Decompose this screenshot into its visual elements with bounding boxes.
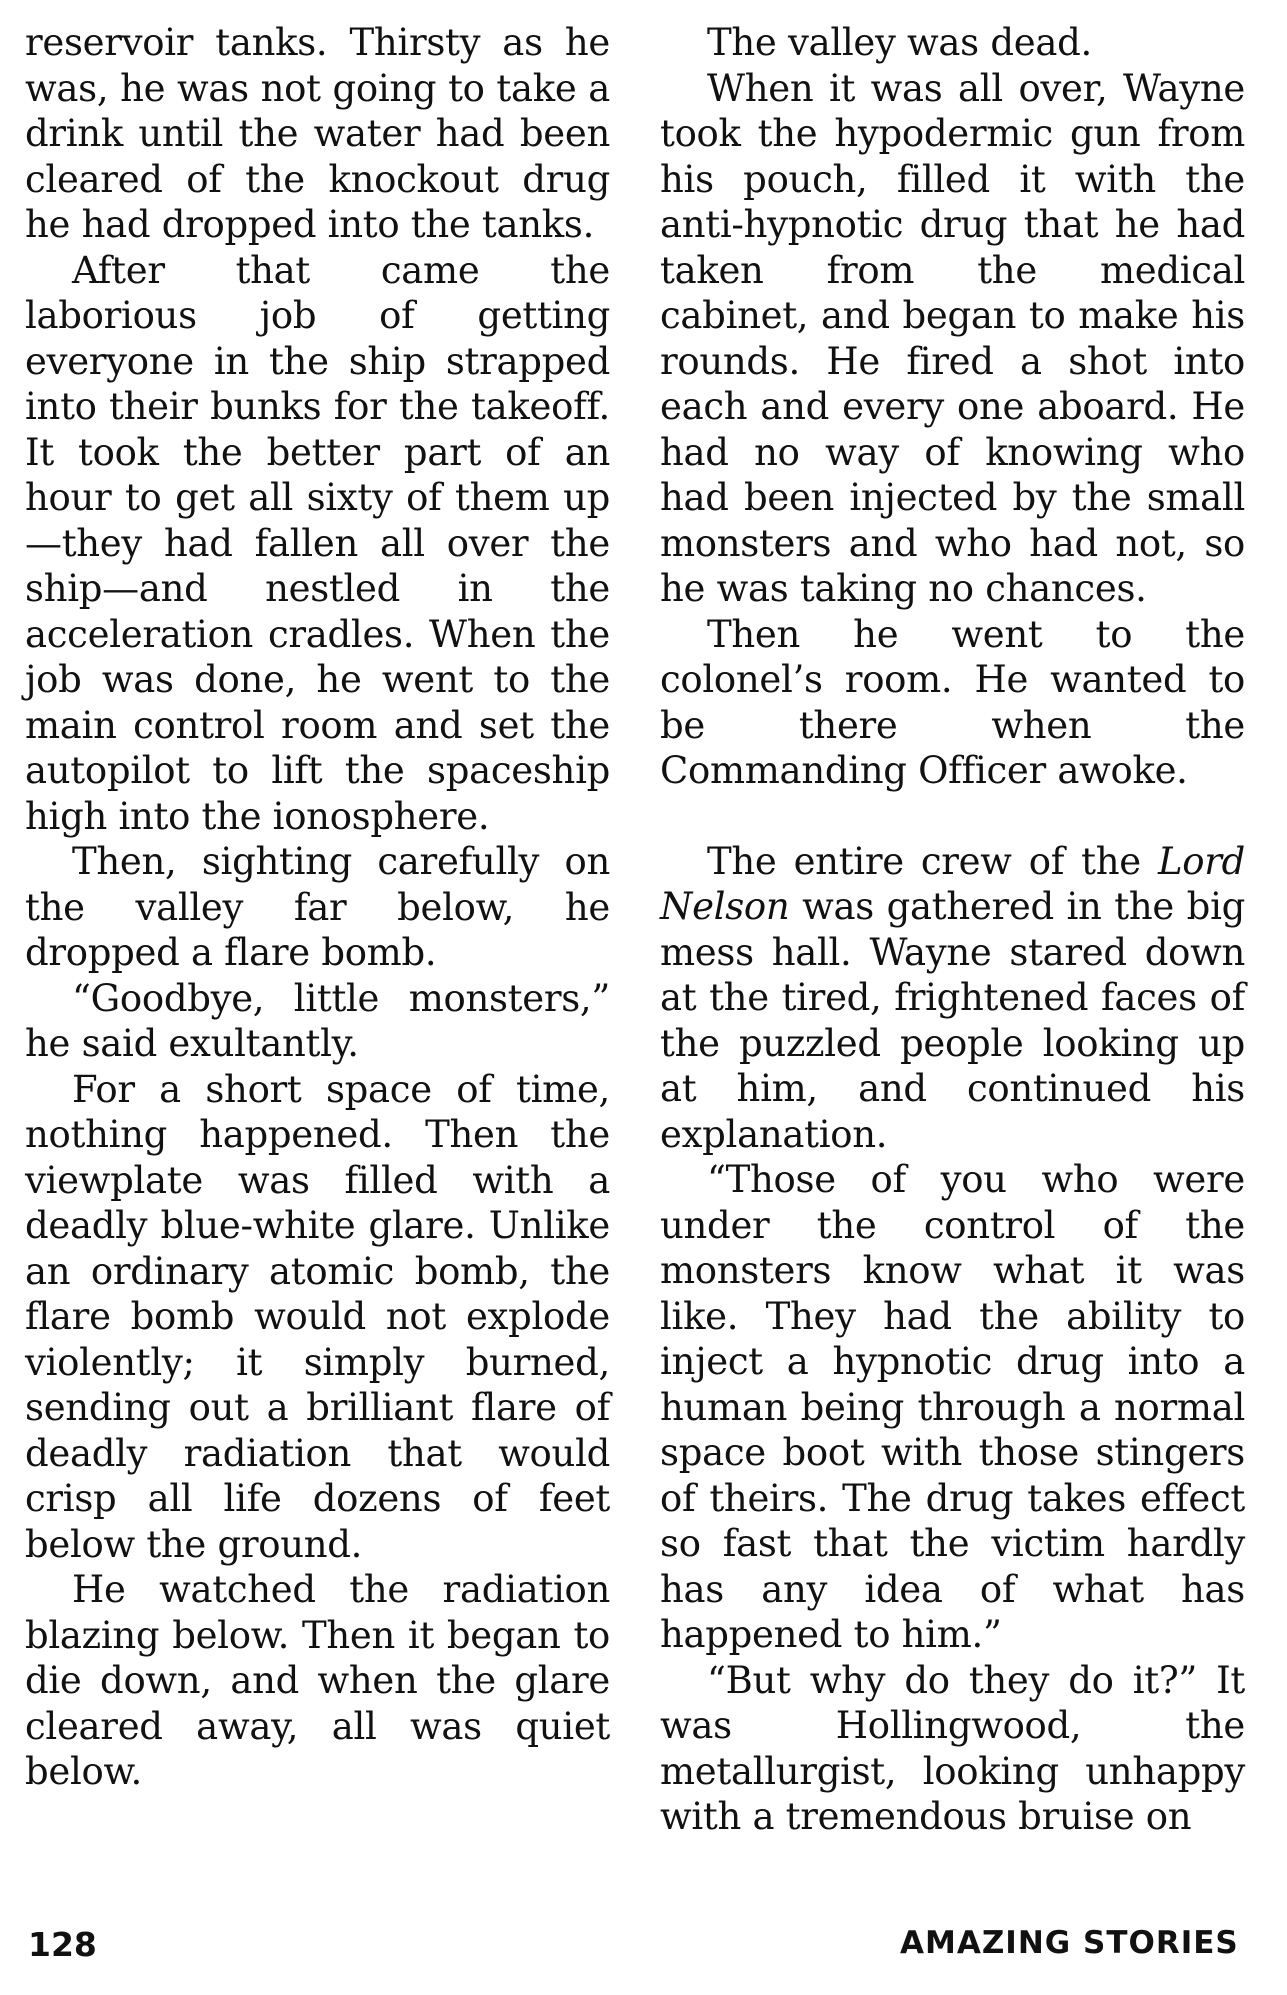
paragraph: “Goodbye, little monsters,” he said exultantly. <box>25 976 610 1065</box>
paragraph: He watched the radiation blazing below. Then it began to die down, and when the glare cleared away, all was quiet below. <box>25 1568 610 1793</box>
section-break <box>660 794 1245 839</box>
paragraph: Then, sighting carefully on the valley far below, he dropped a flare bomb. <box>25 840 610 974</box>
paragraph: Then he went to the colonel’s room. He wanted to be there when the Commanding Officer awoke. <box>660 612 1245 792</box>
paragraph: reservoir tanks. Thirsty as he was, he was not going to take a drink until the water had been cleared of the knockout drug he had dropped into the tanks. <box>25 21 610 246</box>
paragraph: “But why do they do it?” It was Hollingwood, the metallurgist, looking unhappy with a tremendous bruise on <box>660 1658 1245 1838</box>
paragraph: After that came the laborious job of getting everyone in the ship strapped into their bunks for the takeoff. It took the better part of an hour to get all sixty of them up—they had fallen all over the ship—and nestled in the acceleration cradles. When the job was done, he went to the main control room and set the autopilot to lift the spaceship high into the ionosphere. <box>25 248 610 838</box>
paragraph: “Those of you who were under the control of the monsters know what it was like. They had the ability to inject a hypnotic drug into a human being through a normal space boot with those stingers of theirs. The drug takes effect so fast that the victim hardly has any idea of what has happened to him.” <box>660 1158 1245 1656</box>
paragraph: When it was all over, Wayne took the hypodermic gun from his pouch, filled it with the anti-hypnotic drug that he had taken from the medical cabinet, and began to make his rounds. He fired a shot into each and every one aboard. He had no way of knowing who had been injected by the small monsters and who had not, so he was taking no chances. <box>660 66 1245 610</box>
lead-text-before: The entire crew of the <box>707 839 1158 883</box>
page-number: 128 <box>28 1925 97 1964</box>
running-footer: AMAZING STORIES <box>900 1925 1239 1961</box>
left-text-column <box>25 20 610 1795</box>
paragraph: The valley was dead. <box>707 21 1092 64</box>
ship-name: Lord Nelson <box>660 839 1245 928</box>
section-lead-paragraph <box>660 839 1245 1158</box>
lead-text-after: was gathered in the big mess hall. Wayne stared down at the tired, frightened faces of the puzzled people looking up at him, and continued his explanation. <box>660 885 1245 1156</box>
right-text-column <box>660 20 1245 1840</box>
paragraph: For a short space of time, nothing happened. Then the viewplate was filled with a deadly blue-white glare. Unlike an ordinary atomic bomb, the flare bomb would not explode violently; it simply burned, sending out a brilliant flare of deadly radiation that would crisp all life dozens of feet below the ground. <box>25 1067 610 1566</box>
